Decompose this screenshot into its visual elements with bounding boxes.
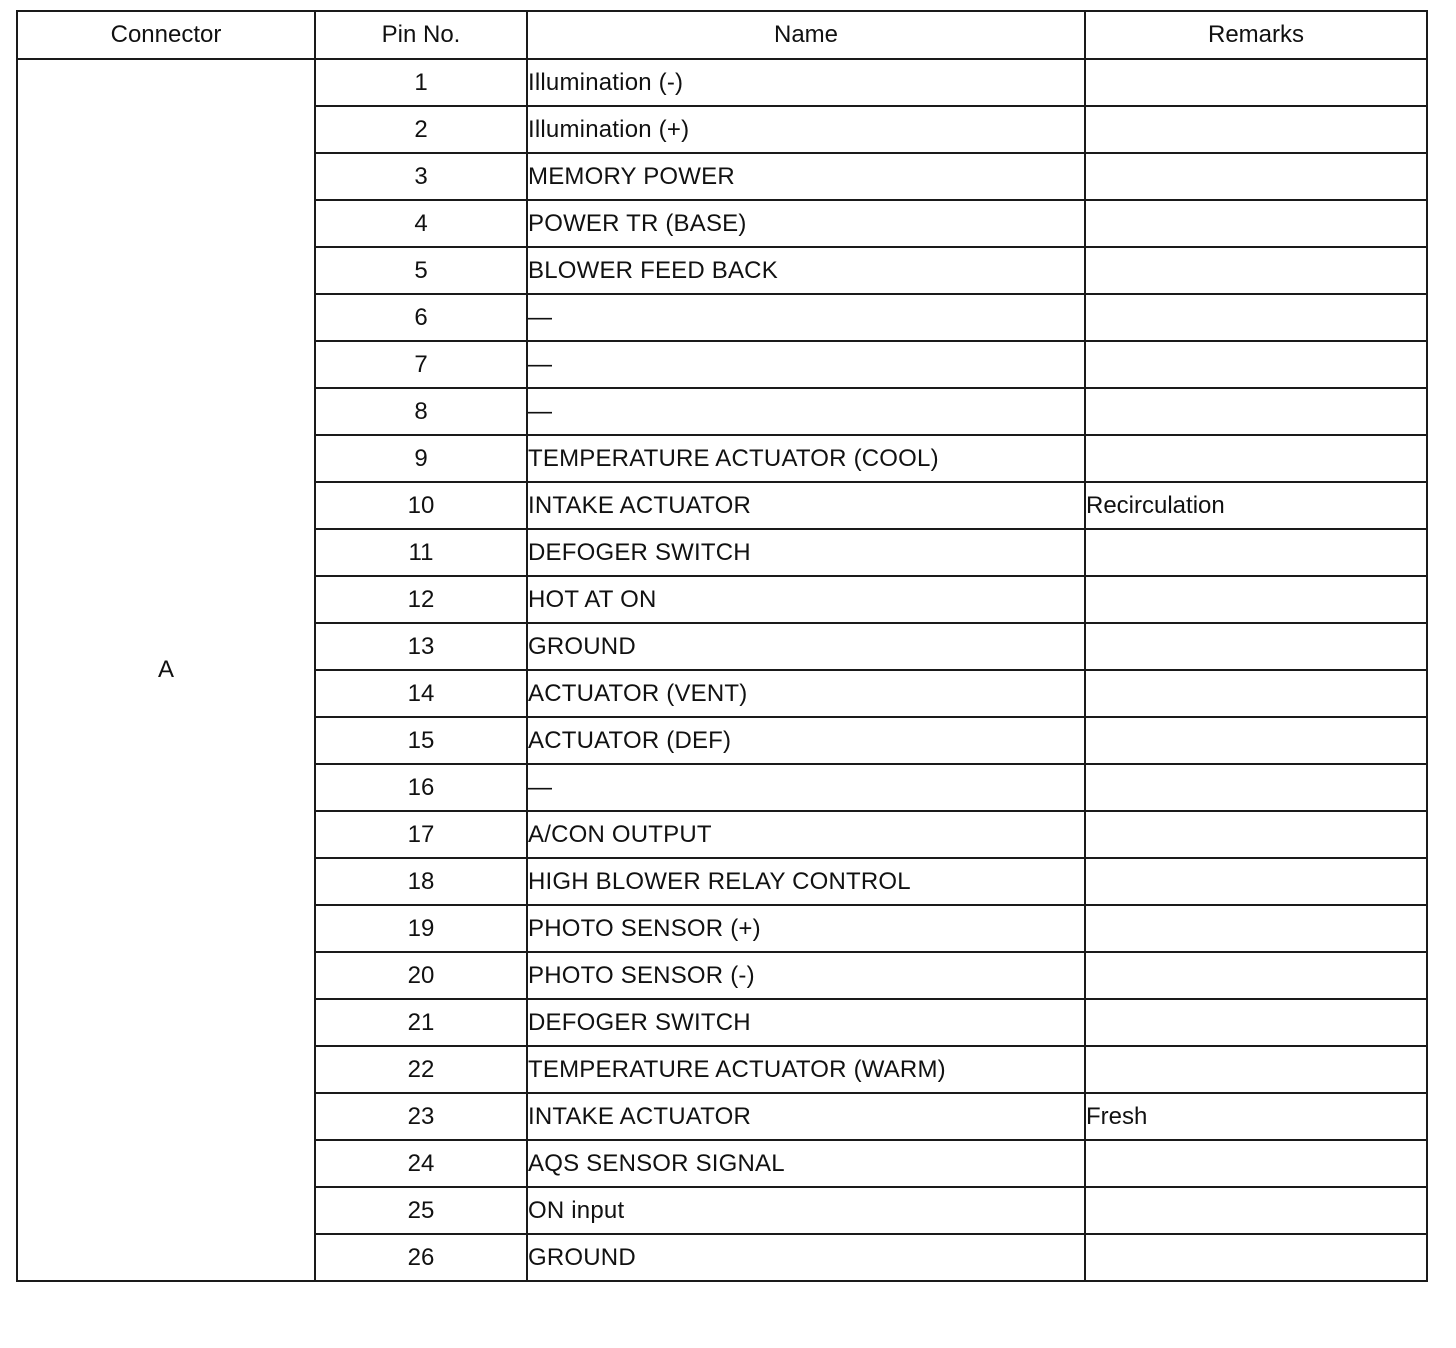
pin-name-cell: BLOWER FEED BACK [527,247,1085,294]
remarks-cell [1085,576,1427,623]
pin-number-cell: 4 [315,200,527,247]
pin-name-cell: A/CON OUTPUT [527,811,1085,858]
pin-name-cell: GROUND [527,1234,1085,1281]
remarks-cell [1085,1187,1427,1234]
pin-name-cell: Illumination (+) [527,106,1085,153]
remarks-cell [1085,1234,1427,1281]
remarks-cell [1085,717,1427,764]
pin-name-cell: ACTUATOR (DEF) [527,717,1085,764]
pin-name-cell: — [527,764,1085,811]
pin-number-cell: 17 [315,811,527,858]
remarks-cell [1085,999,1427,1046]
pin-name-cell: Illumination (-) [527,59,1085,106]
pin-number-cell: 23 [315,1093,527,1140]
pin-number-cell: 11 [315,529,527,576]
table-row [17,59,1427,106]
pin-name-cell: MEMORY POWER [527,153,1085,200]
pin-name-cell: — [527,294,1085,341]
remarks-cell [1085,435,1427,482]
pin-number-cell: 19 [315,905,527,952]
pin-name-cell: — [527,388,1085,435]
pin-name-cell: INTAKE ACTUATOR [527,482,1085,529]
pin-number-cell: 16 [315,764,527,811]
pin-name-cell: GROUND [527,623,1085,670]
table-header-row [17,11,1427,59]
remarks-cell [1085,200,1427,247]
connector-pin-table [16,10,1428,1282]
pin-number-cell: 15 [315,717,527,764]
remarks-cell [1085,905,1427,952]
pin-number-cell: 14 [315,670,527,717]
remarks-cell [1085,1140,1427,1187]
remarks-cell [1085,247,1427,294]
pin-number-cell: 9 [315,435,527,482]
pin-number-cell: 5 [315,247,527,294]
pin-number-cell: 6 [315,294,527,341]
pin-number-cell: 12 [315,576,527,623]
remarks-cell [1085,811,1427,858]
remarks-cell [1085,952,1427,999]
remarks-cell [1085,670,1427,717]
header-connector: Connector [17,11,315,59]
pin-number-cell: 7 [315,341,527,388]
pin-name-cell: DEFOGER SWITCH [527,999,1085,1046]
pin-number-cell: 1 [315,59,527,106]
pin-number-cell: 26 [315,1234,527,1281]
pin-name-cell: TEMPERATURE ACTUATOR (COOL) [527,435,1085,482]
remarks-cell [1085,106,1427,153]
pin-number-cell: 13 [315,623,527,670]
pin-number-cell: 24 [315,1140,527,1187]
remarks-cell: Recirculation [1085,482,1427,529]
pin-name-cell: HOT AT ON [527,576,1085,623]
pin-number-cell: 21 [315,999,527,1046]
pin-name-cell: HIGH BLOWER RELAY CONTROL [527,858,1085,905]
remarks-cell [1085,153,1427,200]
pin-name-cell: PHOTO SENSOR (+) [527,905,1085,952]
pin-name-cell: INTAKE ACTUATOR [527,1093,1085,1140]
pin-name-cell: TEMPERATURE ACTUATOR (WARM) [527,1046,1085,1093]
remarks-cell [1085,294,1427,341]
header-remarks: Remarks [1085,11,1427,59]
pin-number-cell: 18 [315,858,527,905]
pin-number-cell: 22 [315,1046,527,1093]
pin-name-cell: POWER TR (BASE) [527,200,1085,247]
pin-number-cell: 3 [315,153,527,200]
remarks-cell [1085,388,1427,435]
remarks-cell [1085,764,1427,811]
pin-name-cell: — [527,341,1085,388]
pin-number-cell: 2 [315,106,527,153]
table-body [17,59,1427,1281]
pin-name-cell: DEFOGER SWITCH [527,529,1085,576]
remarks-cell [1085,529,1427,576]
remarks-cell: Fresh [1085,1093,1427,1140]
remarks-cell [1085,623,1427,670]
remarks-cell [1085,341,1427,388]
header-pin-no: Pin No. [315,11,527,59]
pin-name-cell: ON input [527,1187,1085,1234]
pin-number-cell: 25 [315,1187,527,1234]
pin-name-cell: ACTUATOR (VENT) [527,670,1085,717]
connector-cell: A [17,59,315,1281]
remarks-cell [1085,858,1427,905]
remarks-cell [1085,1046,1427,1093]
remarks-cell [1085,59,1427,106]
pin-name-cell: PHOTO SENSOR (-) [527,952,1085,999]
pin-name-cell: AQS SENSOR SIGNAL [527,1140,1085,1187]
header-name: Name [527,11,1085,59]
pin-number-cell: 20 [315,952,527,999]
pin-number-cell: 8 [315,388,527,435]
pin-number-cell: 10 [315,482,527,529]
